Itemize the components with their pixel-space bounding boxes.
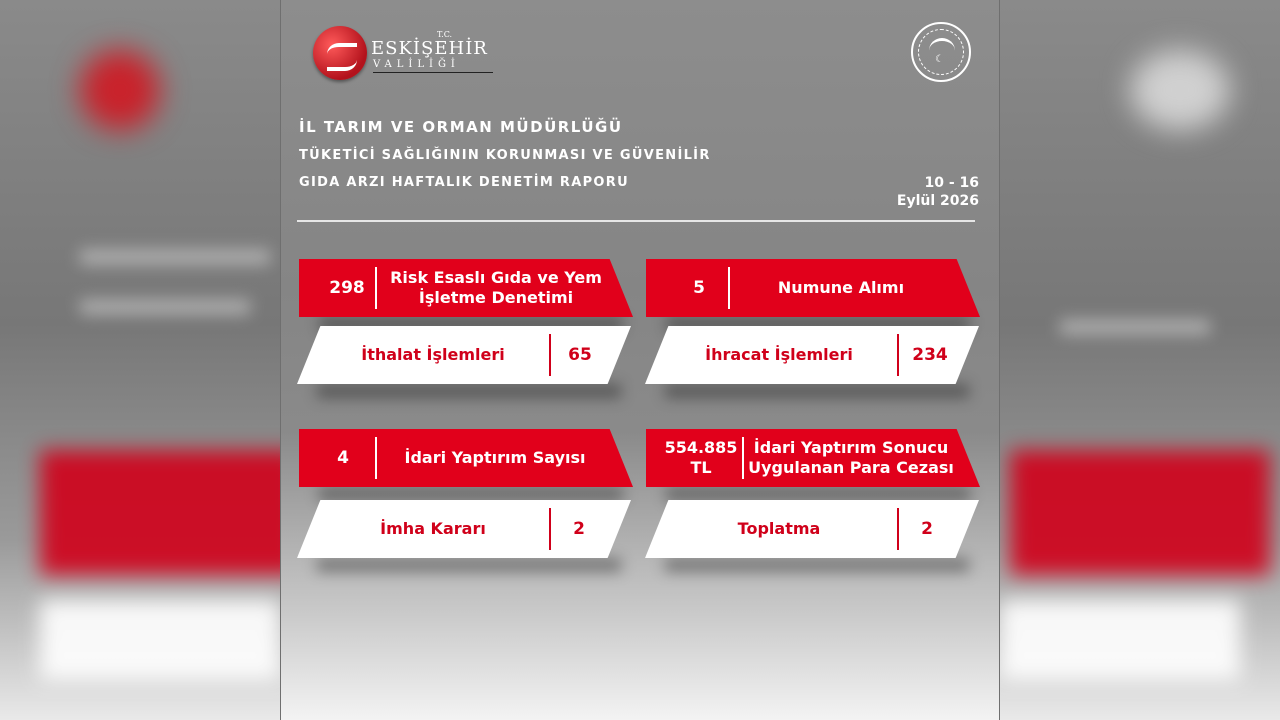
blurred-card <box>40 450 280 575</box>
card-value: 5 <box>693 278 705 298</box>
heading-divider <box>297 220 975 222</box>
card-separator <box>897 508 899 550</box>
card-shadow <box>317 384 621 398</box>
card-separator <box>375 267 377 309</box>
date-month-year: Eylül 2026 <box>896 193 979 209</box>
card-value: 554.885 TL <box>664 438 738 477</box>
date-range: 10 - 16 <box>924 175 979 191</box>
ministry-seal-icon <box>911 22 971 82</box>
card-separator <box>549 334 551 376</box>
card-numune-alimi <box>646 259 980 317</box>
heading-line-3: GIDA ARZI HAFTALIK DENETİM RAPORU <box>299 175 629 190</box>
logo-tc: T.C. <box>437 30 453 39</box>
background-right <box>1000 0 1280 720</box>
heading-line-2: TÜKETİCİ SAĞLIĞININ KORUNMASI VE GÜVENİLİR <box>299 148 711 163</box>
card-separator <box>375 437 377 479</box>
card-label: Risk Esaslı Gıda ve Yem İşletme Denetimi <box>390 268 602 307</box>
card-ihracat <box>645 326 979 384</box>
card-separator <box>742 437 744 479</box>
eskisehir-logo-icon <box>313 26 367 80</box>
report-date <box>897 174 979 210</box>
card-shadow <box>317 558 621 572</box>
card-label: İhracat İşlemleri <box>705 345 853 364</box>
card-separator <box>728 267 730 309</box>
card-label: İdari Yaptırım Sayısı <box>404 448 586 467</box>
blurred-card <box>1000 600 1240 680</box>
report-heading <box>299 118 711 190</box>
report-panel <box>281 0 999 720</box>
card-value: 298 <box>329 278 365 298</box>
card-separator <box>897 334 899 376</box>
card-separator <box>549 508 551 550</box>
card-ithalat <box>297 326 631 384</box>
card-idari-yaptirim <box>299 429 633 487</box>
card-shadow <box>319 487 623 501</box>
card-value: 65 <box>568 345 592 365</box>
blurred-card <box>40 600 280 680</box>
card-value: 4 <box>337 448 349 468</box>
card-para-cezasi <box>646 429 980 487</box>
blurred-text <box>80 300 250 314</box>
card-risk-denetim <box>299 259 633 317</box>
card-value: 234 <box>912 345 948 365</box>
card-shadow <box>665 558 969 572</box>
heading-line-1: İL TARIM VE ORMAN MÜDÜRLÜĞÜ <box>299 118 623 136</box>
card-toplatma <box>645 500 979 558</box>
seal-crescent-icon: ☾ <box>935 54 944 65</box>
card-value: 2 <box>921 519 933 539</box>
blurred-seal-icon <box>1130 50 1230 130</box>
blurred-card <box>1010 450 1270 575</box>
card-label: Numune Alımı <box>777 278 905 297</box>
logo-subtitle: VALİLİĞİ <box>373 59 493 73</box>
card-label: İmha Kararı <box>380 519 486 538</box>
blurred-text <box>1060 320 1210 334</box>
blurred-text <box>80 250 270 264</box>
eskisehir-logo <box>313 26 493 82</box>
card-shadow <box>666 487 970 501</box>
card-imha-karari <box>297 500 631 558</box>
card-label: İthalat İşlemleri <box>361 345 505 364</box>
blurred-logo-icon <box>80 50 160 130</box>
card-shadow <box>665 384 969 398</box>
logo-title: ESKİŞEHİR <box>371 38 488 59</box>
card-value: 2 <box>573 519 585 539</box>
card-label: Toplatma <box>737 519 821 538</box>
background-left <box>0 0 280 720</box>
card-label: İdari Yaptırım Sonucu Uygulanan Para Cezası <box>748 438 954 477</box>
